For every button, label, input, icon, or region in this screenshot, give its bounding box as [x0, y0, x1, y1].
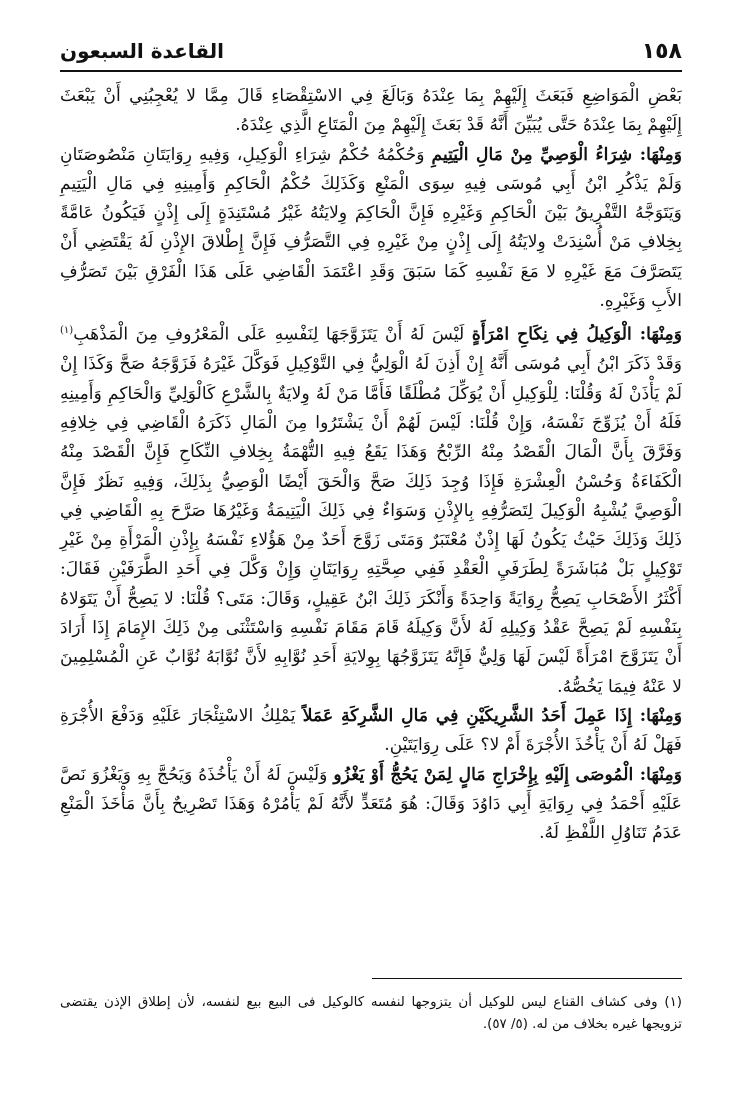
paragraph [60, 316, 682, 702]
paragraph-text: وَحُكْمُهُ حُكْمُ شِرَاءِ الْوَكِيلِ، وَفِيهِ رِوَايَتَانِ مَنْصُوصَتَانِ وَلَمْ يَذْكُرِ ابْنُ أَبِي مُوسَى فِيهِ سِوَى الْمَنْعِ وَكَذَلِكَ حُكْمُ الْحَاكِمِ وَأَمِينِهِ فِي مَالِ الْيَتِيمِ وَيَتَوَجَّهُ التَّفْرِيقُ بَيْنَ الْحَاكِمِ وَغَيْرِهِ فَإِنَّ الْحَاكِمَ وِلايَتُهُ غَيْرُ مُسْتَنِدَةٍ إِلَى إِذْنٍ فَيَكُونُ عَامَّةً بِخِلافِ مَنْ أُسْنِدَتْ وِلايَتُهُ إِلَى إِذْنٍ مِنْ غَيْرِهِ فِي التَّصَرُّفِ فَإِنَّ إِطْلاقَ الإِذْنِ لَهُ يَقْتَضِي أَنْ يَتَصَرَّفَ مَعَ غَيْرِهِ لا مَعَ نَفْسِهِ كَمَا سَبَقَ وَقَدِ اعْتَمَدَ الْقَاضِي عَلَى هَذَا الْفَرْقِ بَيْنَ تَصَرُّفِ الأَبِ وَغَيْرِهِ. [60, 144, 682, 312]
paragraph [60, 761, 682, 849]
paragraph-text: يَمْلِكُ الاسْتِئْجَارَ عَلَيْهِ وَدَفْعَ الأُجْرَةِ فَهَلْ لَهُ أَنْ يَأْخُذَ الأُجْرَةَ أَمْ لا؟ عَلَى رِوَايَتَيْنِ. [60, 705, 682, 756]
footnote-rule [372, 978, 682, 979]
paragraph-text: بَعْضِ الْمَوَاضِعِ فَبَعَثَ إِلَيْهِمْ بِمَا عِنْدَهُ وَبَالَغَ فِي الاسْتِقْصَاءِ قَالَ مِمَّا لا يُعْجِبُنِي أَنْ يَبْعَثَ إِلَيْهِمْ بِمَا عِنْدَهُ حَتَّى يُبَيِّنَ أَنَّهُ قَدْ بَعَثَ إِلَيْهِمْ مِنَ الْمَتَاعِ الَّذِي عِنْدَهُ. [60, 86, 682, 136]
footnote: (١) وفى كشاف القناع ليس للوكيل أن يتزوجها لنفسه كالوكيل فى البيع بيع لنفسه، لأن إطلاق الإذن يقتضى تزويجها غيره بخلاف من له. (٥/ ٥٧). [60, 995, 682, 1032]
paragraph-lead: وَمِنْهَا: شِرَاءُ الْوَصِيِّ مِنْ مَالِ الْيَتِيمِ [431, 144, 682, 165]
paragraph [60, 702, 682, 761]
paragraph-text: وَلَيْسَ لَهُ أَنْ يَأْخُذَهُ وَيَحُجَّ بِهِ وَيَغْزُوَ نَصَّ عَلَيْهِ أَحْمَدُ فِي رِوَايَةِ أَبِي دَاوُدَ وَقَالَ: هُوَ مُتَعَدٍّ لأَنَّهُ لَمْ يَأْمُرْهُ وَهَذَا تَصْرِيحٌ بِأَنَّ مَأْخَذَ الْمَنْعِ عَدَمُ تَنَاوُلِ اللَّفْظِ لَهُ. [60, 764, 682, 844]
running-title: القاعدة السبعون [60, 39, 225, 63]
main-text [60, 82, 682, 848]
footnote-reference[interactable]: (١) [60, 325, 74, 337]
page-number: ١٥٨ [641, 38, 682, 64]
paragraph-lead: وَمِنْهَا: الْوَكِيلُ فِي نِكَاحِ امْرَأَةٍ [471, 325, 682, 346]
paragraph-text-continued: وَقَدْ ذَكَرَ ابْنُ أَبِي مُوسَى أَنَّهُ إِنْ أَذِنَ لَهُ الْوَلِيُّ فِي التَّوْكِيلِ فَوَكَّلَ غَيْرَهُ فَزَوَّجَهُ صَحَّ وَكَذَا إِنْ لَمْ يَأْذَنْ لَهُ وَقُلْنَا: لِلْوَكِيلِ أَنْ يُوَكِّلَ مُطْلَقًا فَأَمَّا مَنْ لَهُ وِلايَةٌ بِالشَّرْعِ كَالْوَلِيِّ وَالْحَاكِمِ وَأَمِينِهِ فَلَهُ أَنْ يُزَوِّجَ نَفْسَهُ، وَإِنْ قُلْنَا: لَيْسَ لَهُمْ أَنْ يَشْتَرُوا مِنَ الْمَالِ ذَكَرَهُ الْقَاضِي فِي خِلافِهِ وَفَرَّقَ بِأَنَّ الْمَالَ الْقَصْدُ مِنْهُ الرِّبْحُ وَهَذَا يَقَعُ فِيهِ التُّهْمَةُ بِخِلافِ النِّكَاحِ فَإِنَّ الْقَصْدَ مِنْهُ الْكَفَاءَةُ وَحُسْنُ الْعِشْرَةِ فَإِذَا وُجِدَ ذَلِكَ صَحَّ وَالْحَقَ أَيْضًا الْوَصِيُّ بِذَلِكَ، وَفِيهِ نَظَرٌ فَإِنَّ الْوَصِيَّ يُشْبِهُ الْوَكِيلَ لِتَصَرُّفِهِ بِالإِذْنِ وَسَوَاءٌ فِي ذَلِكَ الْيَتِيمَةُ وَغَيْرُهَا صَرَّحَ بِهِ الْقَاضِي فِي ذَلِكَ وَذَلِكَ حَيْثُ يَكُونُ لَهَا إِذْنٌ مُعْتَبَرٌ وَمَتَى زَوَّجَ أَحَدٌ مِنْ هَؤُلاءِ نَفْسَهُ بِإِذْنِ الْمَرْأَةِ مِنْ غَيْرِ تَوْكِيلٍ بَلْ مُبَاشَرَةً لِطَرَفَيِ الْعَقْدِ فَفِي صِحَّتِهِ رِوَايَتَانِ وَإِنْ وَكَّلَ فِي أَحَدِ الطَّرَفَيْنِ فَقَالَ: أَكْثَرُ الأَصْحَابِ يَصِحُّ رِوَايَةً وَاحِدَةً وَأَنْكَرَ ذَلِكَ ابْنُ عَقِيلٍ، وَقَالَ: مَتَى؟ قُلْنَا: لا يَصِحُّ أَنْ يَتَوَلاهُ بِنَفْسِهِ لَمْ يَصِحَّ عَقْدُ وَكِيلِهِ لَهُ لأَنَّ وَكِيلَهُ قَامَ مَقَامَ نَفْسِهِ وَاسْتَثْنَى مِنْ ذَلِكَ الإِمَامَ إِذَا أَرَادَ أَنْ يَتَزَوَّجَ امْرَأَةً لَيْسَ لَهَا وَلِيٌّ فَإِنَّهُ يَتَزَوَّجُهَا بِوِلايَةِ أَحَدِ نُوَّابِهِ لأَنَّ نُوَّابَهُ نُوَّابٌ عَنِ الْمُسْلِمِينَ لا عَنْهُ فِيمَا يَخُصُّهُ. [60, 354, 682, 697]
paragraph [60, 82, 682, 141]
header-rule [60, 70, 682, 72]
page-header [60, 34, 682, 68]
paragraph [60, 141, 682, 317]
paragraph-lead: وَمِنْهَا: إِذَا عَمِلَ أَحَدُ الشَّرِيكَيْنِ فِي مَالِ الشَّرِكَةِ عَمَلاً [302, 705, 682, 726]
paragraph-lead: وَمِنْهَا: الْمُوصَى إِلَيْهِ بِإِخْرَاجِ مَالٍ لِمَنْ يَحُجُّ أَوْ يَغْزُو [333, 764, 682, 785]
paragraph-text: لَيْسَ لَهُ أَنْ يَتَزَوَّجَهَا لِنَفْسِهِ عَلَى الْمَعْرُوفِ مِنَ الْمَذْهَبِ [73, 325, 472, 346]
